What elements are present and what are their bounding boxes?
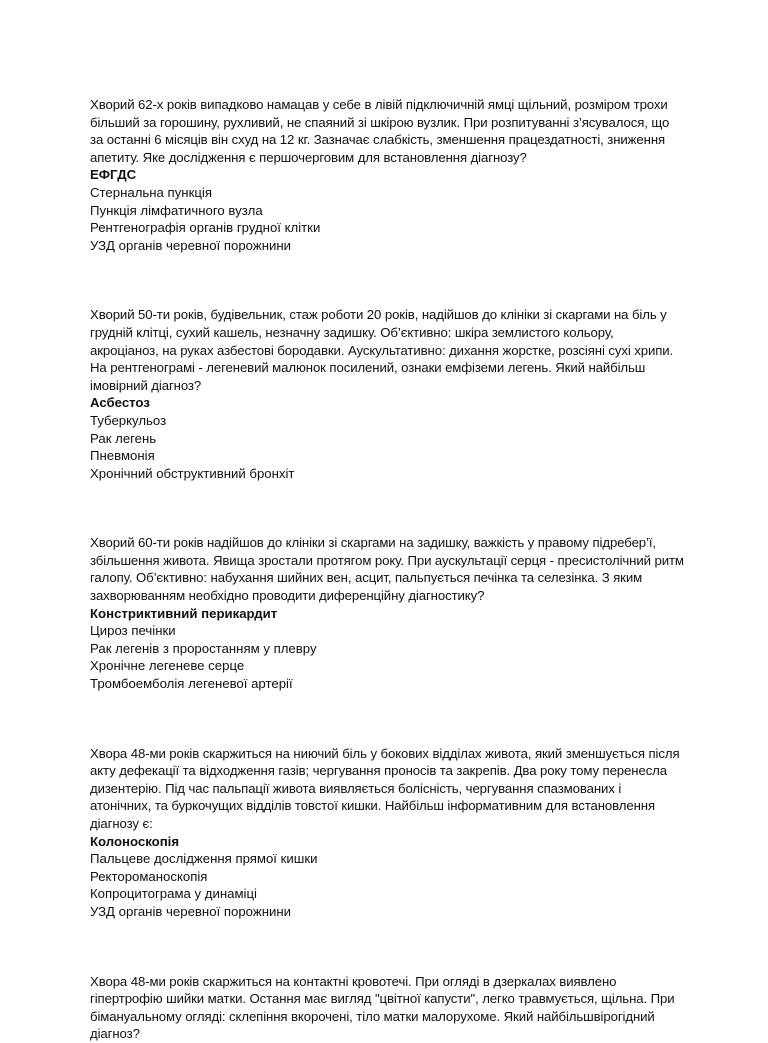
question-block	[90, 973, 684, 1043]
correct-answer: ЕФГДС	[90, 167, 137, 183]
question-text: Хворий 50-ти років, будівельник, стаж роботи 20 років, надійшов до клініки зі скаргами на біль у грудній клітці, сухий кашель, незначну задишку. Об’єктивно: шкіра землистого кольору, акроціаноз, на руках азбестові бородавки. Аускультативно: дихання жорстке, розсіяні сухі хрипи. На рентгенограмі - легеневий малюнок посилений, ознаки емфіземи легень. Який найбільш імовірний діагноз?	[90, 307, 674, 393]
answer-option: Рак легенів з проростанням у плевру	[90, 640, 317, 656]
answer-option: Хронічний обструктивний бронхіт	[90, 465, 295, 481]
question-list	[90, 96, 684, 1043]
answer-option: Пункція лімфатичного вузла	[90, 202, 263, 218]
question-block	[90, 534, 684, 692]
answer-option: Цироз печінки	[90, 623, 176, 639]
question-block	[90, 96, 684, 254]
question-text: Хвора 48-ми років скаржиться на ниючий біль у бокових відділах живота, який зменшується після акту дефекації та відходження газів; чергування проносів та закрепів. Два року тому перенесла дизентерію. Під час пальпації живота виявляється болісність, чергування спазмованих і атонічних, та буркочущих відділів товстої кишки. Найбільш інформативним для встановлення діагнозу є:	[90, 745, 680, 831]
question-text: Хворий 62-х років випадково намацав у себе в лівій підключичній ямці щільний, розміром трохи більший за горошину, рухливий, не спаяний зі шкірою вузлик. При розпитуванні з’ясувалося, що за останні 6 місяців він схуд на 12 кг. Зазначає слабкість, зменшення працездатності, зниження апетиту. Яке дослідження є першочерговим для встановлення діагнозу?	[90, 97, 670, 165]
question-text: Хворий 60-ти років надійшов до клініки зі скаргами на задишку, важкість у правому підребер’ї, збільшення живота. Явища зростали протягом року. При аускультації серця - пресистолічний ритм галопу. Об’єктивно: набухання шийних вен, асцит, пальпується печінка та селезінка. З яким захворюванням необхідно проводити диференційну діагностику?	[90, 535, 684, 604]
correct-answer: Констриктивний перикардит	[90, 605, 278, 621]
question-text: Хвора 48-ми років скаржиться на контактні кровотечі. При огляді в дзеркалах виявлено гіпертрофію шийки матки. Остання має вигляд "цвітної капусти", легко травмується, щільна. При бімануальному огляді: склепіння вкорочені, тіло матки малорухоме. Який найбільшвірогідний діагноз?	[90, 973, 675, 1042]
question-block	[90, 745, 684, 921]
answer-option: УЗД органів черевної порожнини	[90, 237, 291, 253]
answer-option: Ректороманоскопія	[90, 868, 208, 884]
correct-answer: Асбестоз	[90, 395, 150, 411]
answer-option: Рентгенографія органів грудної клітки	[90, 220, 321, 236]
answer-option: Стернальна пункція	[90, 184, 212, 200]
answer-option: Пневмонія	[90, 448, 155, 464]
answer-option: Пальцеве дослідження прямої кишки	[90, 851, 318, 867]
answer-option: УЗД органів черевної порожнини	[90, 903, 291, 919]
answer-option: Копроцитограма у динаміці	[90, 886, 257, 902]
answer-option: Тромбоемболія легеневої артерії	[90, 676, 293, 692]
answer-option: Туберкульоз	[90, 412, 167, 428]
correct-answer: Колоноскопія	[90, 833, 180, 849]
answer-option: Рак легень	[90, 430, 157, 446]
question-block	[90, 306, 684, 482]
answer-option: Хронічне легеневе серце	[90, 658, 245, 674]
